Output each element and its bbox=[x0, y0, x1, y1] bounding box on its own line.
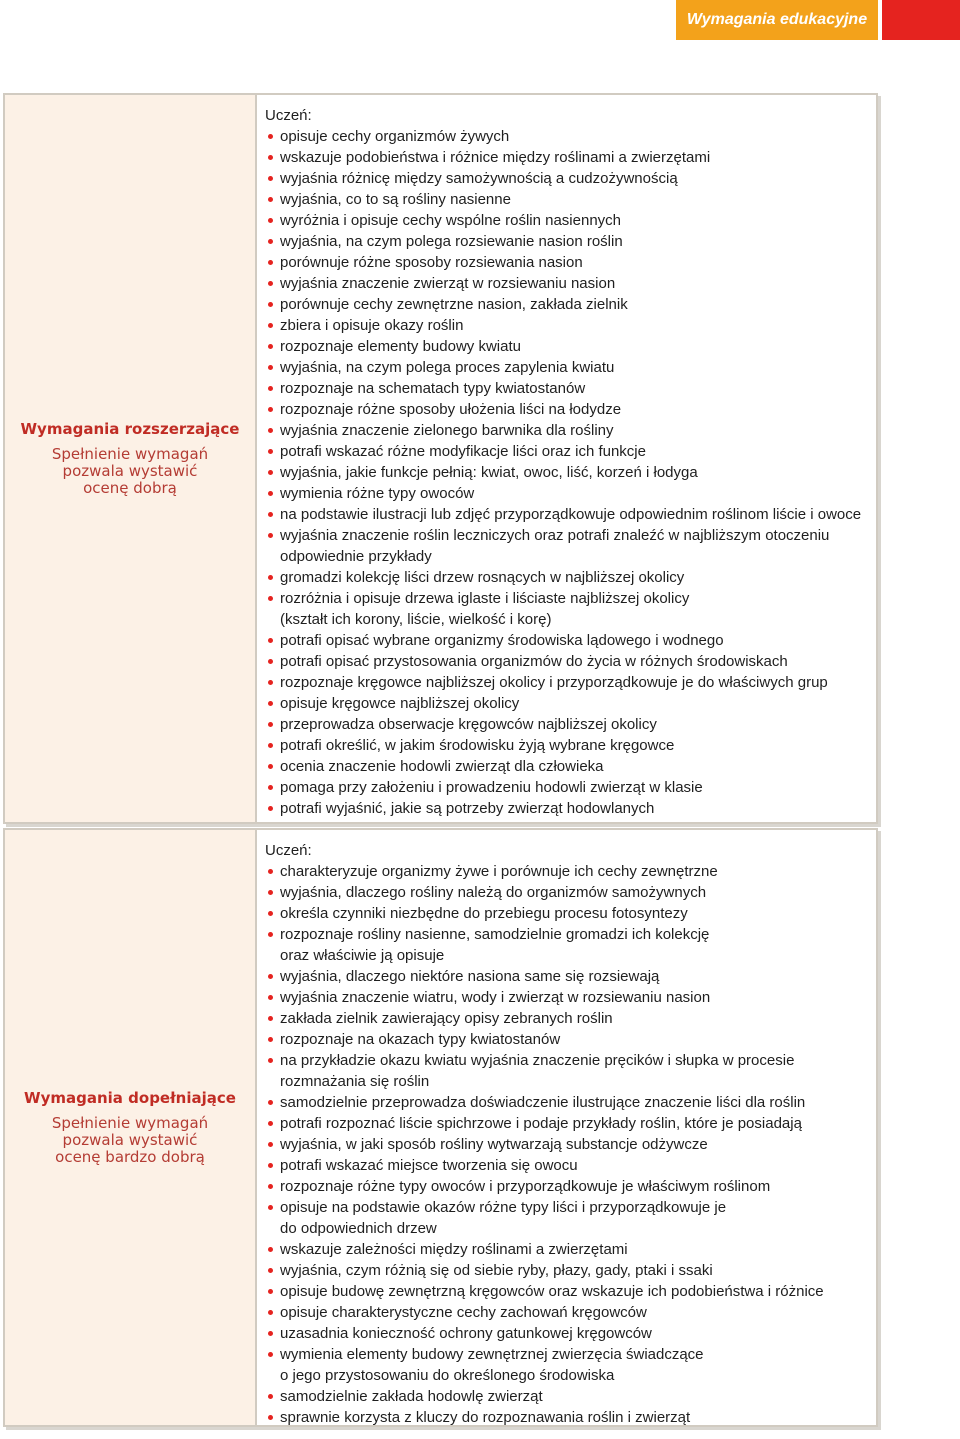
bullet-icon bbox=[268, 1100, 273, 1105]
list-item bbox=[265, 231, 876, 252]
bullet-icon bbox=[268, 1058, 273, 1063]
bullet-icon bbox=[268, 743, 273, 748]
list-item bbox=[265, 903, 876, 924]
bullet-icon bbox=[268, 890, 273, 895]
list-item-text: potrafi określić, w jakim środowisku żyją wybrane kręgowce bbox=[280, 737, 675, 754]
requirements-list bbox=[265, 861, 876, 1428]
list-item-text: potrafi wskazać różne modyfikacje liści oraz ich funkcje bbox=[280, 443, 646, 460]
bullet-icon bbox=[268, 701, 273, 706]
requirements-row-extended bbox=[3, 93, 878, 824]
bullet-icon bbox=[268, 449, 273, 454]
list-item-text: samodzielnie przeprowadza doświadczenie ilustrujące znaczenie liści dla roślin bbox=[280, 1094, 806, 1111]
list-item bbox=[265, 714, 876, 735]
list-item bbox=[265, 147, 876, 168]
list-item-text: rozróżnia i opisuje drzewa iglaste i liściaste najbliższej okolicy bbox=[280, 590, 690, 607]
list-item-text: wyjaśnia, czym różnią się od siebie ryby, płazy, gady, ptaki i ssaki bbox=[280, 1262, 713, 1279]
list-item bbox=[265, 672, 876, 693]
list-item bbox=[265, 588, 876, 630]
bullet-icon bbox=[268, 1205, 273, 1210]
requirements-level-title: Wymagania rozszerzające bbox=[20, 420, 240, 438]
list-item-text: wyjaśnia znaczenie zwierząt w rozsiewaniu nasion bbox=[280, 275, 616, 292]
requirements-content-cell bbox=[257, 95, 876, 822]
requirements-label-cell bbox=[5, 95, 257, 822]
list-item-text: przeprowadza obserwacje kręgowców najbliższej okolicy bbox=[280, 716, 657, 733]
bullet-icon bbox=[268, 1352, 273, 1357]
list-item bbox=[265, 1323, 876, 1344]
requirements-label-cell bbox=[5, 830, 257, 1425]
list-item-text: potrafi wyjaśnić, jakie są potrzeby zwierząt hodowlanych bbox=[280, 800, 655, 817]
list-item bbox=[265, 1407, 876, 1428]
bullet-icon bbox=[268, 1247, 273, 1252]
list-item bbox=[265, 756, 876, 777]
requirements-level-title: Wymagania dopełniające bbox=[24, 1089, 236, 1107]
list-item bbox=[265, 294, 876, 315]
bullet-icon bbox=[268, 134, 273, 139]
list-item-text: rozpoznaje rośliny nasienne, samodzielnie gromadzi ich kolekcję bbox=[280, 926, 710, 943]
bullet-icon bbox=[268, 680, 273, 685]
bullet-icon bbox=[268, 596, 273, 601]
grade-note-line: pozwala wystawić bbox=[62, 462, 198, 480]
bullet-icon bbox=[268, 281, 273, 286]
list-item-continuation: do odpowiednich drzew bbox=[280, 1220, 437, 1237]
list-item-text: wyjaśnia, na czym polega rozsiewanie nasion roślin bbox=[280, 233, 623, 250]
list-item bbox=[265, 399, 876, 420]
list-item-text: uzasadnia konieczność ochrony gatunkowej kręgowców bbox=[280, 1325, 652, 1342]
requirements-content-cell bbox=[257, 830, 876, 1425]
list-item-continuation: oraz właściwie ją opisuje bbox=[280, 947, 445, 964]
list-item-text: opisuje cechy organizmów żywych bbox=[280, 128, 510, 145]
bullet-icon bbox=[268, 1289, 273, 1294]
list-item-text: potrafi opisać wybrane organizmy środowiska lądowego i wodnego bbox=[280, 632, 724, 649]
list-item bbox=[265, 1050, 876, 1092]
bullet-icon bbox=[268, 323, 273, 328]
list-item bbox=[265, 336, 876, 357]
list-item-text: sprawnie korzysta z kluczy do rozpoznawania roślin i zwierząt bbox=[280, 1409, 691, 1426]
grade-note-line: Spełnienie wymagań bbox=[51, 445, 209, 463]
list-item bbox=[265, 210, 876, 231]
bullet-icon bbox=[268, 1121, 273, 1126]
header-accent-strip bbox=[882, 0, 960, 40]
list-item-text: wyjaśnia, na czym polega proces zapylenia kwiatu bbox=[280, 359, 615, 376]
list-item-text: potrafi opisać przystosowania organizmów do życia w różnych środowiskach bbox=[280, 653, 788, 670]
bullet-icon bbox=[268, 155, 273, 160]
list-item bbox=[265, 1155, 876, 1176]
list-item bbox=[265, 1029, 876, 1050]
list-item-continuation: (kształt ich korony, liście, wielkość i korę) bbox=[280, 611, 552, 628]
bullet-icon bbox=[268, 533, 273, 538]
bullet-icon bbox=[268, 260, 273, 265]
list-item bbox=[265, 1281, 876, 1302]
list-item-text: rozpoznaje kręgowce najbliższej okolicy i przyporządkowuje je do właściwych grup bbox=[280, 674, 828, 691]
list-item-text: potrafi wskazać miejsce tworzenia się owocu bbox=[280, 1157, 578, 1174]
list-item bbox=[265, 315, 876, 336]
list-item-text: wyróżnia i opisuje cechy wspólne roślin nasiennych bbox=[280, 212, 622, 229]
list-item-text: opisuje na podstawie okazów różne typy liści i przyporządkowuje je bbox=[280, 1199, 727, 1216]
list-item bbox=[265, 924, 876, 966]
bullet-icon bbox=[268, 491, 273, 496]
list-item bbox=[265, 966, 876, 987]
list-item-text: porównuje cechy zewnętrzne nasion, zakłada zielnik bbox=[280, 296, 628, 313]
bullet-icon bbox=[268, 1016, 273, 1021]
bullet-icon bbox=[268, 218, 273, 223]
list-item-text: zakłada zielnik zawierający opisy zebranych roślin bbox=[280, 1010, 613, 1027]
list-item-text: opisuje budowę zewnętrzną kręgowców oraz wskazuje ich podobieństwa i różnice bbox=[280, 1283, 824, 1300]
list-item bbox=[265, 798, 876, 819]
list-item-text: wyjaśnia, w jaki sposób rośliny wytwarzają substancje odżywcze bbox=[280, 1136, 708, 1153]
bullet-icon bbox=[268, 197, 273, 202]
bullet-icon bbox=[268, 1142, 273, 1147]
list-item-text: wyjaśnia znaczenie wiatru, wody i zwierząt w rozsiewaniu nasion bbox=[280, 989, 711, 1006]
bullet-icon bbox=[268, 407, 273, 412]
bullet-icon bbox=[268, 470, 273, 475]
bullet-icon bbox=[268, 344, 273, 349]
list-item-continuation: rozmnażania się roślin bbox=[280, 1073, 430, 1090]
list-item bbox=[265, 567, 876, 588]
list-item bbox=[265, 189, 876, 210]
list-item bbox=[265, 462, 876, 483]
bullet-icon bbox=[268, 1415, 273, 1420]
list-item bbox=[265, 777, 876, 798]
list-item bbox=[265, 1113, 876, 1134]
list-item bbox=[265, 1239, 876, 1260]
list-item-text: charakteryzuje organizmy żywe i porównuje ich cechy zewnętrzne bbox=[280, 863, 718, 880]
list-item-text: wskazuje podobieństwa i różnice między roślinami a zwierzętami bbox=[280, 149, 711, 166]
list-item bbox=[265, 1197, 876, 1239]
list-item bbox=[265, 1176, 876, 1197]
list-item bbox=[265, 1344, 876, 1386]
list-item-text: gromadzi kolekcję liści drzew rosnących w najbliższej okolicy bbox=[280, 569, 685, 586]
list-item-text: wyjaśnia różnicę między samożywnością a cudzożywnością bbox=[280, 170, 678, 187]
bullet-icon bbox=[268, 239, 273, 244]
bullet-icon bbox=[268, 176, 273, 181]
bullet-icon bbox=[268, 764, 273, 769]
bullet-icon bbox=[268, 1184, 273, 1189]
bullet-icon bbox=[268, 659, 273, 664]
bullet-icon bbox=[268, 512, 273, 517]
list-item bbox=[265, 525, 876, 567]
bullet-icon bbox=[268, 386, 273, 391]
list-item bbox=[265, 651, 876, 672]
list-item-text: opisuje kręgowce najbliższej okolicy bbox=[280, 695, 520, 712]
list-item bbox=[265, 1302, 876, 1323]
requirements-row-complementary bbox=[3, 828, 878, 1427]
list-item bbox=[265, 357, 876, 378]
grade-note-line: ocenę bardzo dobrą bbox=[55, 1148, 205, 1166]
list-item bbox=[265, 273, 876, 294]
grade-note-line: pozwala wystawić bbox=[62, 1131, 198, 1149]
list-item-text: wyjaśnia, dlaczego rośliny należą do organizmów samożywnych bbox=[280, 884, 707, 901]
list-item-text: na podstawie ilustracji lub zdjęć przyporządkowuje odpowiednim roślinom liście i owoce bbox=[280, 506, 862, 523]
list-item-text: pomaga przy założeniu i prowadzeniu hodowli zwierząt w klasie bbox=[280, 779, 703, 796]
list-item-text: określa czynniki niezbędne do przebiegu procesu fotosyntezy bbox=[280, 905, 688, 922]
bullet-icon bbox=[268, 806, 273, 811]
list-item-text: rozpoznaje elementy budowy kwiatu bbox=[280, 338, 521, 355]
student-intro: Uczeń: bbox=[265, 107, 312, 124]
bullet-icon bbox=[268, 1037, 273, 1042]
bullet-icon bbox=[268, 1268, 273, 1273]
list-item bbox=[265, 987, 876, 1008]
list-item-continuation: o jego przystosowaniu do określonego środowiska bbox=[280, 1367, 615, 1384]
list-item bbox=[265, 168, 876, 189]
list-item-text: samodzielnie zakłada hodowlę zwierząt bbox=[280, 1388, 543, 1405]
list-item bbox=[265, 420, 876, 441]
list-item-text: rozpoznaje różne typy owoców i przyporządkowuje je właściwym roślinom bbox=[280, 1178, 771, 1195]
bullet-icon bbox=[268, 365, 273, 370]
list-item-text: wyjaśnia znaczenie zielonego barwnika dla rośliny bbox=[280, 422, 614, 439]
bullet-icon bbox=[268, 911, 273, 916]
list-item-text: wyjaśnia, dlaczego niektóre nasiona same się rozsiewają bbox=[280, 968, 660, 985]
list-item-text: wyjaśnia znaczenie roślin leczniczych oraz potrafi znaleźć w najbliższym otoczeniu bbox=[280, 527, 830, 544]
list-item-text: wskazuje zależności między roślinami a zwierzętami bbox=[280, 1241, 628, 1258]
list-item-text: wyjaśnia, jakie funkcje pełnią: kwiat, owoc, liść, korzeń i łodyga bbox=[280, 464, 698, 481]
grade-note-line: Spełnienie wymagań bbox=[51, 1114, 209, 1132]
bullet-icon bbox=[268, 785, 273, 790]
bullet-icon bbox=[268, 575, 273, 580]
bullet-icon bbox=[268, 1331, 273, 1336]
student-intro: Uczeń: bbox=[265, 842, 312, 859]
bullet-icon bbox=[268, 932, 273, 937]
bullet-icon bbox=[268, 638, 273, 643]
list-item bbox=[265, 882, 876, 903]
list-item bbox=[265, 630, 876, 651]
list-item-text: rozpoznaje na schematach typy kwiatostanów bbox=[280, 380, 586, 397]
bullet-icon bbox=[268, 1394, 273, 1399]
list-item bbox=[265, 252, 876, 273]
list-item-text: wyjaśnia, co to są rośliny nasienne bbox=[280, 191, 511, 208]
list-item-text: na przykładzie okazu kwiatu wyjaśnia znaczenie pręcików i słupka w procesie bbox=[280, 1052, 795, 1069]
list-item-text: rozpoznaje na okazach typy kwiatostanów bbox=[280, 1031, 561, 1048]
bullet-icon bbox=[268, 302, 273, 307]
list-item-continuation: odpowiednie przykłady bbox=[280, 548, 432, 565]
list-item-text: porównuje różne sposoby rozsiewania nasion bbox=[280, 254, 583, 271]
header-title: Wymagania edukacyjne bbox=[676, 0, 878, 40]
list-item bbox=[265, 861, 876, 882]
list-item bbox=[265, 504, 876, 525]
list-item bbox=[265, 483, 876, 504]
list-item bbox=[265, 693, 876, 714]
list-item-text: ocenia znaczenie hodowli zwierząt dla człowieka bbox=[280, 758, 604, 775]
list-item-text: wymienia elementy budowy zewnętrznej zwierzęcia świadczące bbox=[280, 1346, 704, 1363]
list-item-text: potrafi rozpoznać liście spichrzowe i podaje przykłady roślin, które je posiadają bbox=[280, 1115, 802, 1132]
list-item bbox=[265, 1008, 876, 1029]
bullet-icon bbox=[268, 869, 273, 874]
bullet-icon bbox=[268, 974, 273, 979]
list-item bbox=[265, 735, 876, 756]
list-item-text: rozpoznaje różne sposoby ułożenia liści na łodydze bbox=[280, 401, 622, 418]
requirements-list bbox=[265, 126, 876, 819]
bullet-icon bbox=[268, 995, 273, 1000]
list-item-text: wymienia różne typy owoców bbox=[280, 485, 475, 502]
list-item bbox=[265, 1092, 876, 1113]
grade-note-line: ocenę dobrą bbox=[83, 479, 177, 497]
list-item bbox=[265, 441, 876, 462]
list-item bbox=[265, 126, 876, 147]
bullet-icon bbox=[268, 1163, 273, 1168]
bullet-icon bbox=[268, 428, 273, 433]
list-item bbox=[265, 1134, 876, 1155]
list-item-text: opisuje charakterystyczne cechy zachowań kręgowców bbox=[280, 1304, 647, 1321]
list-item bbox=[265, 378, 876, 399]
bullet-icon bbox=[268, 1310, 273, 1315]
list-item-text: zbiera i opisuje okazy roślin bbox=[280, 317, 464, 334]
bullet-icon bbox=[268, 722, 273, 727]
list-item bbox=[265, 1260, 876, 1281]
list-item bbox=[265, 1386, 876, 1407]
